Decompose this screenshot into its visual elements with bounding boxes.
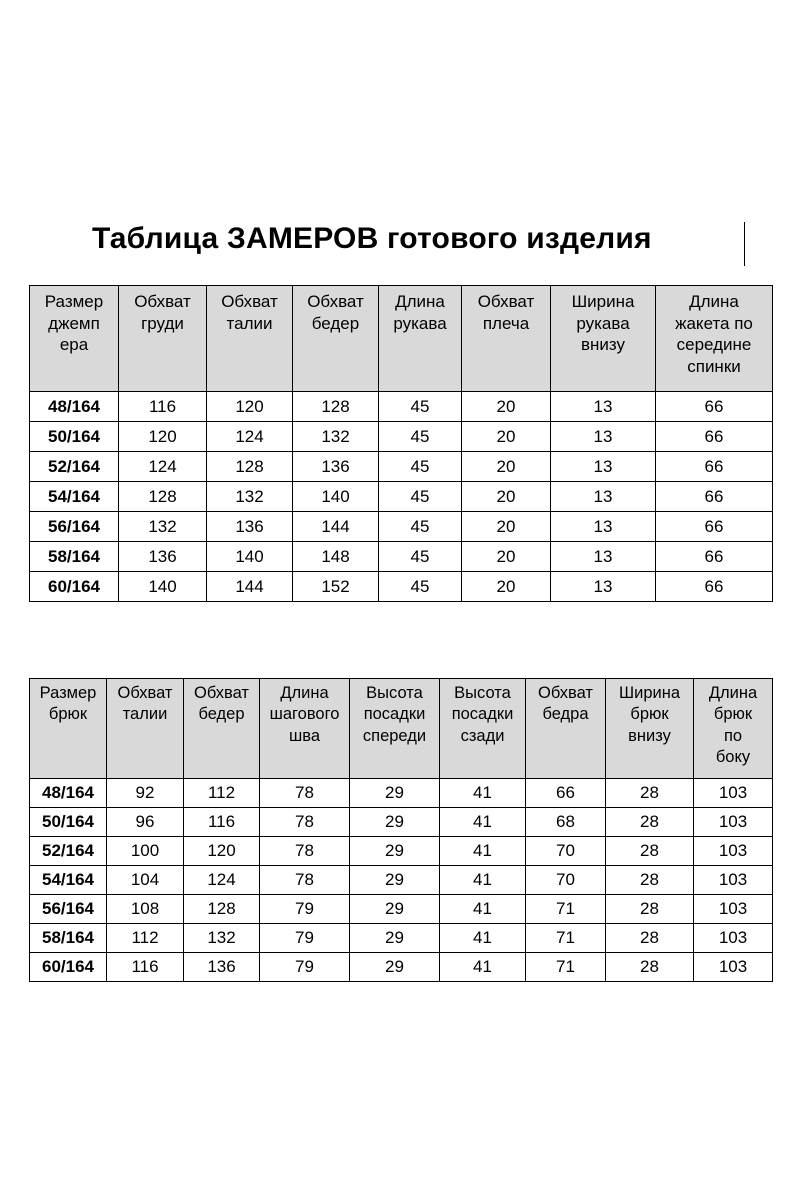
header-inseam-length: Длина шагового шва bbox=[260, 679, 350, 779]
header-chest-girth: Обхват груди bbox=[119, 286, 207, 392]
table-cell: 132 bbox=[207, 482, 293, 512]
table-cell: 45 bbox=[379, 422, 462, 452]
table-cell: 70 bbox=[526, 866, 606, 895]
table-cell: 41 bbox=[440, 895, 526, 924]
table-cell: 45 bbox=[379, 392, 462, 422]
header-back-rise: Высота посадки сзади bbox=[440, 679, 526, 779]
header-hip-girth: Обхват бедер bbox=[184, 679, 260, 779]
table-cell: 28 bbox=[606, 837, 694, 866]
table-cell: 136 bbox=[293, 452, 379, 482]
table-row bbox=[30, 482, 773, 512]
table-cell: 132 bbox=[119, 512, 207, 542]
table-cell: 128 bbox=[184, 895, 260, 924]
table-cell: 66 bbox=[656, 512, 773, 542]
table-cell: 28 bbox=[606, 779, 694, 808]
table-cell: 103 bbox=[694, 924, 773, 953]
table-cell: 104 bbox=[107, 866, 184, 895]
table-cell: 45 bbox=[379, 542, 462, 572]
table-cell: 13 bbox=[551, 392, 656, 422]
table-cell: 45 bbox=[379, 452, 462, 482]
table-cell: 13 bbox=[551, 512, 656, 542]
table-cell: 100 bbox=[107, 837, 184, 866]
table-cell: 66 bbox=[656, 392, 773, 422]
jumper-measurements-table bbox=[29, 285, 773, 602]
table-cell: 13 bbox=[551, 572, 656, 602]
table-cell: 136 bbox=[119, 542, 207, 572]
table-cell: 28 bbox=[606, 808, 694, 837]
table-cell: 41 bbox=[440, 866, 526, 895]
table-cell: 112 bbox=[184, 779, 260, 808]
table-cell: 20 bbox=[462, 392, 551, 422]
size-cell: 58/164 bbox=[30, 924, 107, 953]
table-cell: 29 bbox=[350, 866, 440, 895]
table-cell: 116 bbox=[184, 808, 260, 837]
table-row bbox=[30, 895, 773, 924]
table-cell: 45 bbox=[379, 482, 462, 512]
header-shoulder-girth: Обхват плеча bbox=[462, 286, 551, 392]
table-row bbox=[30, 512, 773, 542]
table-cell: 13 bbox=[551, 452, 656, 482]
size-cell: 52/164 bbox=[30, 837, 107, 866]
table-cell: 136 bbox=[184, 953, 260, 982]
table-cell: 71 bbox=[526, 895, 606, 924]
table-header-row bbox=[30, 286, 773, 392]
header-sleeve-bottom-width: Ширина рукава внизу bbox=[551, 286, 656, 392]
table-cell: 128 bbox=[207, 452, 293, 482]
table-cell: 116 bbox=[107, 953, 184, 982]
size-cell: 60/164 bbox=[30, 953, 107, 982]
table-cell: 132 bbox=[293, 422, 379, 452]
table-cell: 71 bbox=[526, 924, 606, 953]
table-cell: 66 bbox=[526, 779, 606, 808]
table-cell: 68 bbox=[526, 808, 606, 837]
table-cell: 116 bbox=[119, 392, 207, 422]
table-cell: 78 bbox=[260, 808, 350, 837]
table-cell: 41 bbox=[440, 837, 526, 866]
table-cell: 120 bbox=[207, 392, 293, 422]
header-jacket-back-length: Длина жакета по середине спинки bbox=[656, 286, 773, 392]
table-cell: 13 bbox=[551, 542, 656, 572]
size-cell: 50/164 bbox=[30, 808, 107, 837]
table-cell: 66 bbox=[656, 422, 773, 452]
table-cell: 78 bbox=[260, 779, 350, 808]
table-cell: 66 bbox=[656, 482, 773, 512]
table-cell: 144 bbox=[207, 572, 293, 602]
table-cell: 78 bbox=[260, 866, 350, 895]
table-row bbox=[30, 953, 773, 982]
header-size: Размер джемп ера bbox=[30, 286, 119, 392]
table-cell: 140 bbox=[293, 482, 379, 512]
table-header-row bbox=[30, 679, 773, 779]
header-side-length: Длина брюк по боку bbox=[694, 679, 773, 779]
table-cell: 13 bbox=[551, 482, 656, 512]
table-cell: 136 bbox=[207, 512, 293, 542]
table-row bbox=[30, 572, 773, 602]
table-cell: 103 bbox=[694, 837, 773, 866]
table-cell: 29 bbox=[350, 808, 440, 837]
table-row bbox=[30, 837, 773, 866]
table-cell: 70 bbox=[526, 837, 606, 866]
table-cell: 79 bbox=[260, 895, 350, 924]
table-cell: 103 bbox=[694, 895, 773, 924]
table-cell: 79 bbox=[260, 924, 350, 953]
text-cursor bbox=[744, 222, 745, 266]
table-cell: 66 bbox=[656, 452, 773, 482]
header-sleeve-length: Длина рукава bbox=[379, 286, 462, 392]
table-cell: 20 bbox=[462, 482, 551, 512]
table-cell: 20 bbox=[462, 542, 551, 572]
table-cell: 45 bbox=[379, 512, 462, 542]
table-cell: 20 bbox=[462, 512, 551, 542]
table-row bbox=[30, 866, 773, 895]
table-row bbox=[30, 924, 773, 953]
size-cell: 48/164 bbox=[30, 779, 107, 808]
table-cell: 108 bbox=[107, 895, 184, 924]
trousers-measurements-table bbox=[29, 678, 773, 982]
table-cell: 124 bbox=[207, 422, 293, 452]
size-cell: 58/164 bbox=[30, 542, 119, 572]
table-cell: 13 bbox=[551, 422, 656, 452]
page-title: Таблица ЗАМЕРОВ готового изделия bbox=[92, 222, 652, 255]
table-cell: 20 bbox=[462, 572, 551, 602]
header-hip-girth: Обхват бедер bbox=[293, 286, 379, 392]
table-cell: 140 bbox=[207, 542, 293, 572]
header-hem-width: Ширина брюк внизу bbox=[606, 679, 694, 779]
header-waist-girth: Обхват талии bbox=[207, 286, 293, 392]
table-cell: 112 bbox=[107, 924, 184, 953]
size-cell: 56/164 bbox=[30, 895, 107, 924]
table-row bbox=[30, 542, 773, 572]
header-front-rise: Высота посадки спереди bbox=[350, 679, 440, 779]
table-cell: 92 bbox=[107, 779, 184, 808]
table-cell: 29 bbox=[350, 895, 440, 924]
table-cell: 128 bbox=[293, 392, 379, 422]
table-cell: 132 bbox=[184, 924, 260, 953]
table-cell: 79 bbox=[260, 953, 350, 982]
table-row bbox=[30, 452, 773, 482]
table-cell: 28 bbox=[606, 953, 694, 982]
table-cell: 124 bbox=[184, 866, 260, 895]
size-cell: 60/164 bbox=[30, 572, 119, 602]
table-cell: 120 bbox=[119, 422, 207, 452]
size-cell: 56/164 bbox=[30, 512, 119, 542]
table-cell: 103 bbox=[694, 953, 773, 982]
table-cell: 78 bbox=[260, 837, 350, 866]
header-thigh-girth: Обхват бедра bbox=[526, 679, 606, 779]
table-cell: 29 bbox=[350, 779, 440, 808]
table-cell: 41 bbox=[440, 924, 526, 953]
size-cell: 48/164 bbox=[30, 392, 119, 422]
table-cell: 45 bbox=[379, 572, 462, 602]
table-cell: 152 bbox=[293, 572, 379, 602]
table-cell: 103 bbox=[694, 779, 773, 808]
header-size: Размер брюк bbox=[30, 679, 107, 779]
table-cell: 28 bbox=[606, 924, 694, 953]
table-cell: 144 bbox=[293, 512, 379, 542]
table-cell: 20 bbox=[462, 422, 551, 452]
table-cell: 140 bbox=[119, 572, 207, 602]
table-cell: 71 bbox=[526, 953, 606, 982]
table-row bbox=[30, 422, 773, 452]
table-row bbox=[30, 392, 773, 422]
table-row bbox=[30, 779, 773, 808]
table-cell: 20 bbox=[462, 452, 551, 482]
size-cell: 54/164 bbox=[30, 866, 107, 895]
table-cell: 128 bbox=[119, 482, 207, 512]
table-cell: 66 bbox=[656, 542, 773, 572]
table-cell: 66 bbox=[656, 572, 773, 602]
table-cell: 120 bbox=[184, 837, 260, 866]
table-cell: 28 bbox=[606, 895, 694, 924]
table-cell: 103 bbox=[694, 808, 773, 837]
table-cell: 28 bbox=[606, 866, 694, 895]
size-cell: 54/164 bbox=[30, 482, 119, 512]
size-cell: 52/164 bbox=[30, 452, 119, 482]
table-cell: 29 bbox=[350, 953, 440, 982]
table-cell: 124 bbox=[119, 452, 207, 482]
size-cell: 50/164 bbox=[30, 422, 119, 452]
table-cell: 96 bbox=[107, 808, 184, 837]
table-cell: 41 bbox=[440, 808, 526, 837]
table-cell: 148 bbox=[293, 542, 379, 572]
table-cell: 29 bbox=[350, 837, 440, 866]
table-cell: 103 bbox=[694, 866, 773, 895]
table-cell: 41 bbox=[440, 779, 526, 808]
table-cell: 29 bbox=[350, 924, 440, 953]
table-cell: 41 bbox=[440, 953, 526, 982]
table-row bbox=[30, 808, 773, 837]
header-waist-girth: Обхват талии bbox=[107, 679, 184, 779]
